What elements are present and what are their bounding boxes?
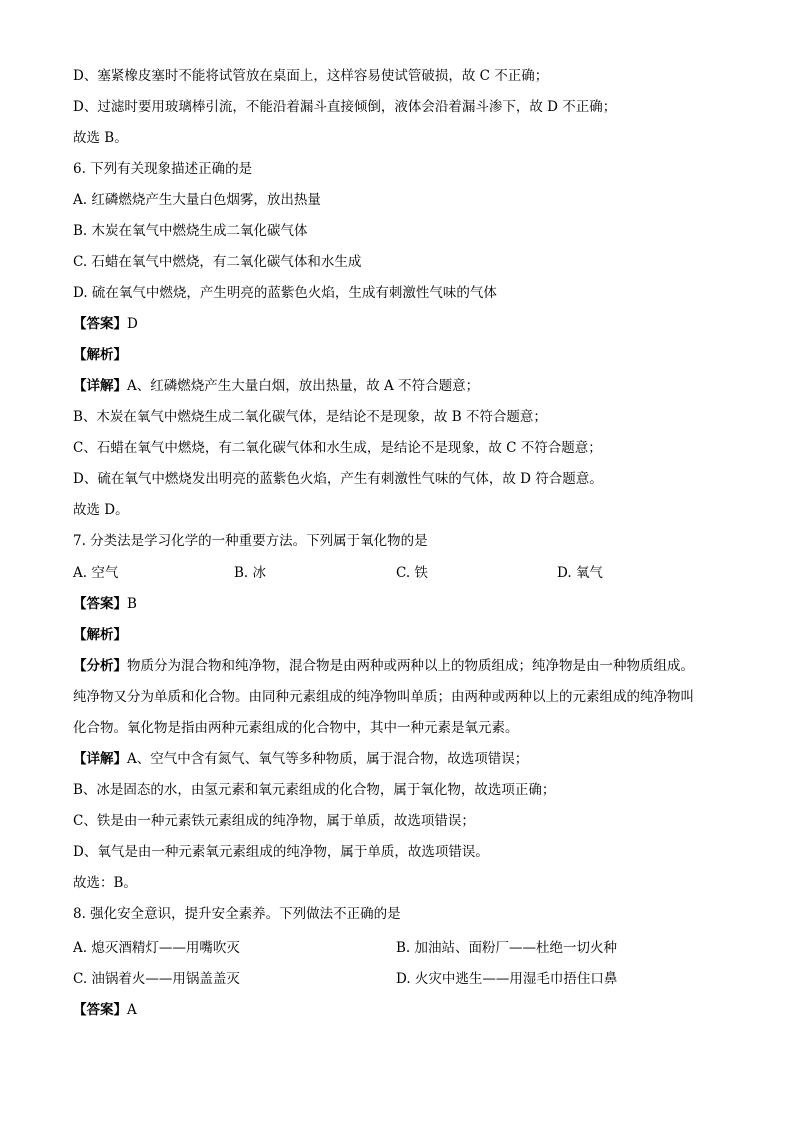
analysis-tag: 【解析】 [73, 347, 127, 363]
analysis-tag: 【解析】 [73, 627, 127, 643]
answer-value: D [127, 316, 138, 332]
question-6-answer [73, 314, 733, 334]
fenxi-tag: 【分析】 [73, 658, 127, 674]
question-7-answer [73, 594, 733, 614]
question-7-option-c: C. 铁 [396, 565, 428, 581]
answer-value: A [127, 1002, 137, 1018]
question-6-stem: 6. 下列有关现象描述正确的是 [73, 161, 253, 177]
question-7-option-d: D. 氧气 [557, 565, 603, 581]
question-8-option-b: B. 加油站、面粉厂——杜绝一切火种 [396, 940, 618, 956]
fenxi-text: 物质分为混合物和纯净物，混合物是由两种或两种以上的物质组成；纯净物是由一种物质组成。 [127, 658, 694, 674]
question-7-analysis-heading [73, 625, 733, 645]
question-7-detail-d: D、氧气是由一种元素氧元素组成的纯净物，属于单质，故选项错误。 [73, 844, 489, 860]
text-line: 故选 B。 [73, 130, 128, 146]
text-line: D、过滤时要用玻璃棒引流，不能沿着漏斗直接倾倒，液体会沿着漏斗渗下，故 D 不正确； [73, 99, 617, 115]
question-8-stem: 8. 强化安全意识，提升安全素养。下列做法不正确的是 [73, 906, 401, 922]
question-6-option-c: C. 石蜡在氧气中燃烧，有二氧化碳气体和水生成 [73, 254, 362, 270]
question-6-option-d: D. 硫在氧气中燃烧，产生明亮的蓝紫色火焰，生成有刺激性气味的气体 [73, 285, 497, 301]
answer-tag: 【答案】 [73, 1002, 127, 1018]
question-7-fenxi-2: 纯净物又分为单质和化合物。由同种元素组成的纯净物叫单质；由两种或两种以上的元素组成的纯净物叫 [73, 689, 694, 705]
question-7-option-a: A. 空气 [73, 565, 119, 581]
question-6-detail-a [73, 376, 733, 396]
question-8-option-c: C. 油锅着火——用锅盖盖灭 [73, 971, 240, 987]
detail-text: A、红磷燃烧产生大量白烟，放出热量，故 A 不符合题意； [127, 378, 480, 394]
text-line: D、塞紧橡皮塞时不能将试管放在桌面上，这样容易使试管破损，故 C 不正确； [73, 68, 549, 84]
question-6-option-a: A. 红磷燃烧产生大量白色烟雾，放出热量 [73, 192, 321, 208]
question-7-detail-b: B、冰是固态的水，由氢元素和氧元素组成的化合物，属于氧化物，故选项正确； [73, 782, 556, 798]
answer-tag: 【答案】 [73, 596, 127, 612]
question-7-detail-c: C、铁是由一种元素铁元素组成的纯净物，属于单质，故选项错误； [73, 813, 475, 829]
answer-tag: 【答案】 [73, 316, 127, 332]
question-6-analysis-heading [73, 345, 733, 365]
question-7-fenxi-1 [73, 656, 733, 676]
detail-text: A、空气中含有氮气、氧气等多种物质，属于混合物，故选项错误； [127, 751, 529, 767]
question-8-option-a: A. 熄灭酒精灯——用嘴吹灭 [73, 940, 240, 956]
answer-value: B [127, 596, 137, 612]
question-6-option-b: B. 木炭在氧气中燃烧生成二氧化碳气体 [73, 223, 308, 239]
question-8-answer [73, 1000, 733, 1020]
question-7-option-b: B. 冰 [234, 565, 267, 581]
question-7-stem: 7. 分类法是学习化学的一种重要方法。下列属于氧化物的是 [73, 533, 428, 549]
question-7-detail-a [73, 749, 733, 769]
question-7-fenxi-3: 化合物。氧化物是指由两种元素组成的化合物中，其中一种元素是氧元素。 [73, 720, 519, 736]
question-6-detail-c: C、石蜡在氧气中燃烧，有二氧化碳气体和水生成，是结论不是现象，故 C 不符合题意； [73, 440, 602, 456]
detail-tag: 【详解】 [73, 751, 127, 767]
question-8-option-d: D. 火灾中逃生——用湿毛巾捂住口鼻 [396, 971, 618, 987]
question-7-conclusion: 故选：B。 [73, 875, 137, 891]
question-6-detail-b: B、木炭在氧气中燃烧生成二氧化碳气体，是结论不是现象，故 B 不符合题意； [73, 409, 547, 425]
question-6-detail-d: D、硫在氧气中燃烧发出明亮的蓝紫色火焰，产生有刺激性气味的气体，故 D 符合题意。 [73, 471, 603, 487]
question-6-conclusion: 故选 D。 [73, 502, 129, 518]
detail-tag: 【详解】 [73, 378, 127, 394]
